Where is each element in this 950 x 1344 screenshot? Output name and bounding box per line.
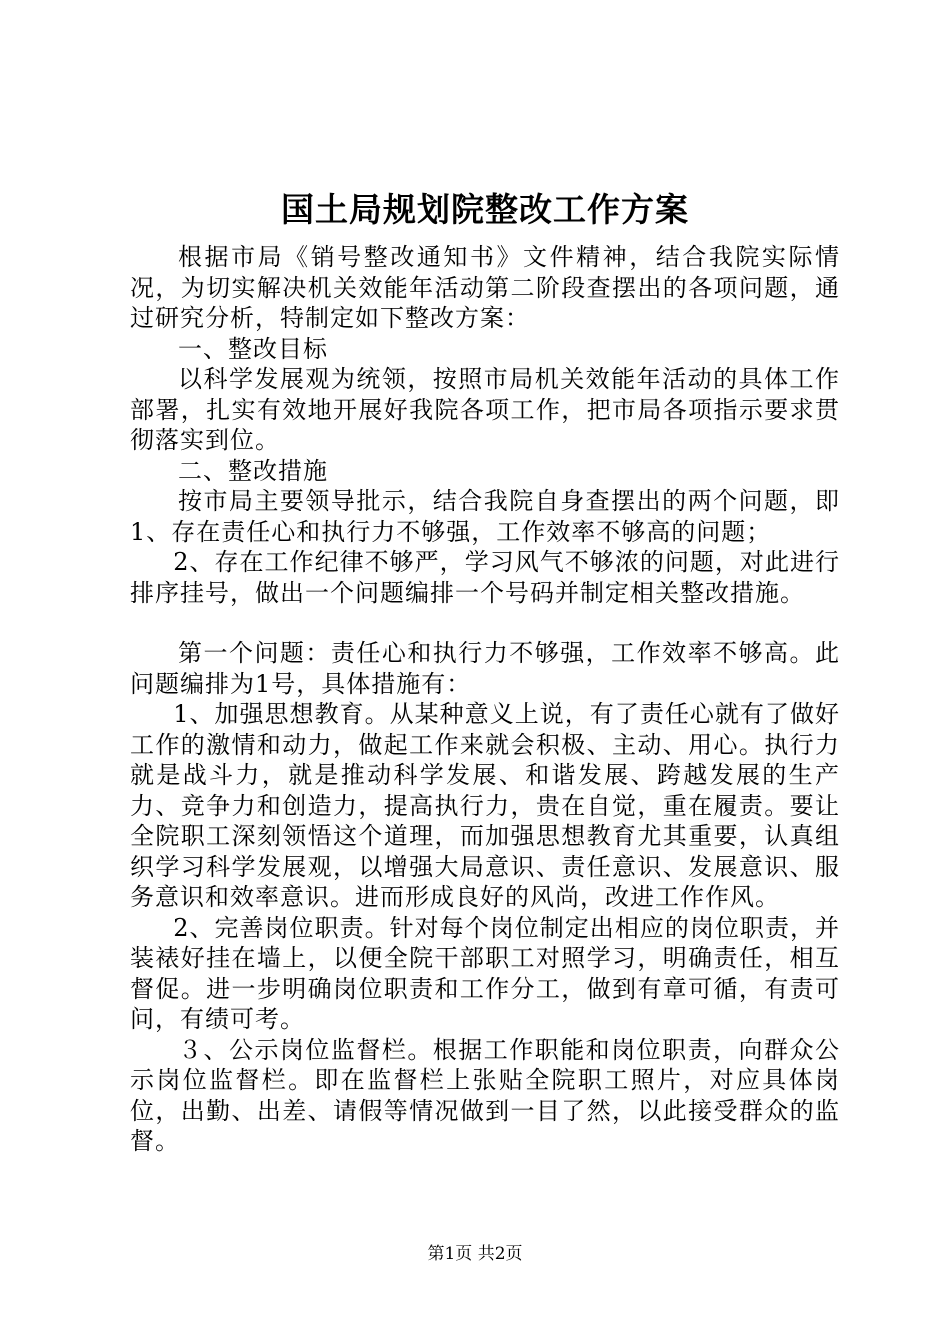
page-footer: 第1页 共2页	[427, 1244, 523, 1264]
intro-paragraph: 根据市局《销号整改通知书》文件精神，结合我院实际情况，为切实解决机关效能年活动第二阶段查摆出的各项问题，通过研究分析，特制定如下整改方案：	[130, 243, 840, 332]
paragraph-gap	[130, 608, 840, 638]
first-problem-paragraph: 第一个问题：责任心和执行力不够强，工作效率不够高。此问题编排为1号，具体措施有：	[130, 639, 840, 698]
problem-two-paragraph: 2、存在工作纪律不够严，学习风气不够浓的问题，对此进行排序挂号，做出一个问题编排一个号码并制定相关整改措施。	[130, 548, 840, 607]
document-title: 国土局规划院整改工作方案	[281, 190, 689, 229]
measures-paragraph: 按市局主要领导批示，结合我院自身查摆出的两个问题，即1、存在责任心和执行力不够强，工作效率不够高的问题；	[130, 487, 840, 546]
measure-one-paragraph: 1、加强思想教育。从某种意义上说，有了责任心就有了做好工作的激情和动力，做起工作来就会积极、主动、用心。执行力就是战斗力，就是推动科学发展、和谐发展、跨越发展的生产力、竞争力和创造力，提高执行力，贵在自觉，重在履责。要让全院职工深刻领悟这个道理，而加强思想教育尤其重要，认真组织学习科学发展观，以增强大局意识、责任意识、发展意识、服务意识和效率意识。进而形成良好的风尚，改进工作作风。	[130, 700, 840, 911]
section-heading-goal: 一、整改目标	[178, 334, 328, 363]
section-heading-measures: 二、整改措施	[178, 456, 328, 485]
measure-two-paragraph: 2、完善岗位职责。针对每个岗位制定出相应的岗位职责，并装裱好挂在墙上，以便全院干部职工对照学习，明确责任，相互督促。进一步明确岗位职责和工作分工，做到有章可循，有责可问，有绩可考。	[130, 913, 840, 1033]
measure-three-paragraph: ３、公示岗位监督栏。根据工作职能和岗位职责，向群众公示岗位监督栏。即在监督栏上张贴全院职工照片，对应具体岗位，出勤、出差、请假等情况做到一目了然，以此接受群众的监督。	[130, 1035, 840, 1155]
document-page	[130, 180, 840, 1157]
goal-paragraph: 以科学发展观为统领，按照市局机关效能年活动的具体工作部署，扎实有效地开展好我院各项工作，把市局各项指示要求贯彻落实到位。	[130, 365, 840, 454]
